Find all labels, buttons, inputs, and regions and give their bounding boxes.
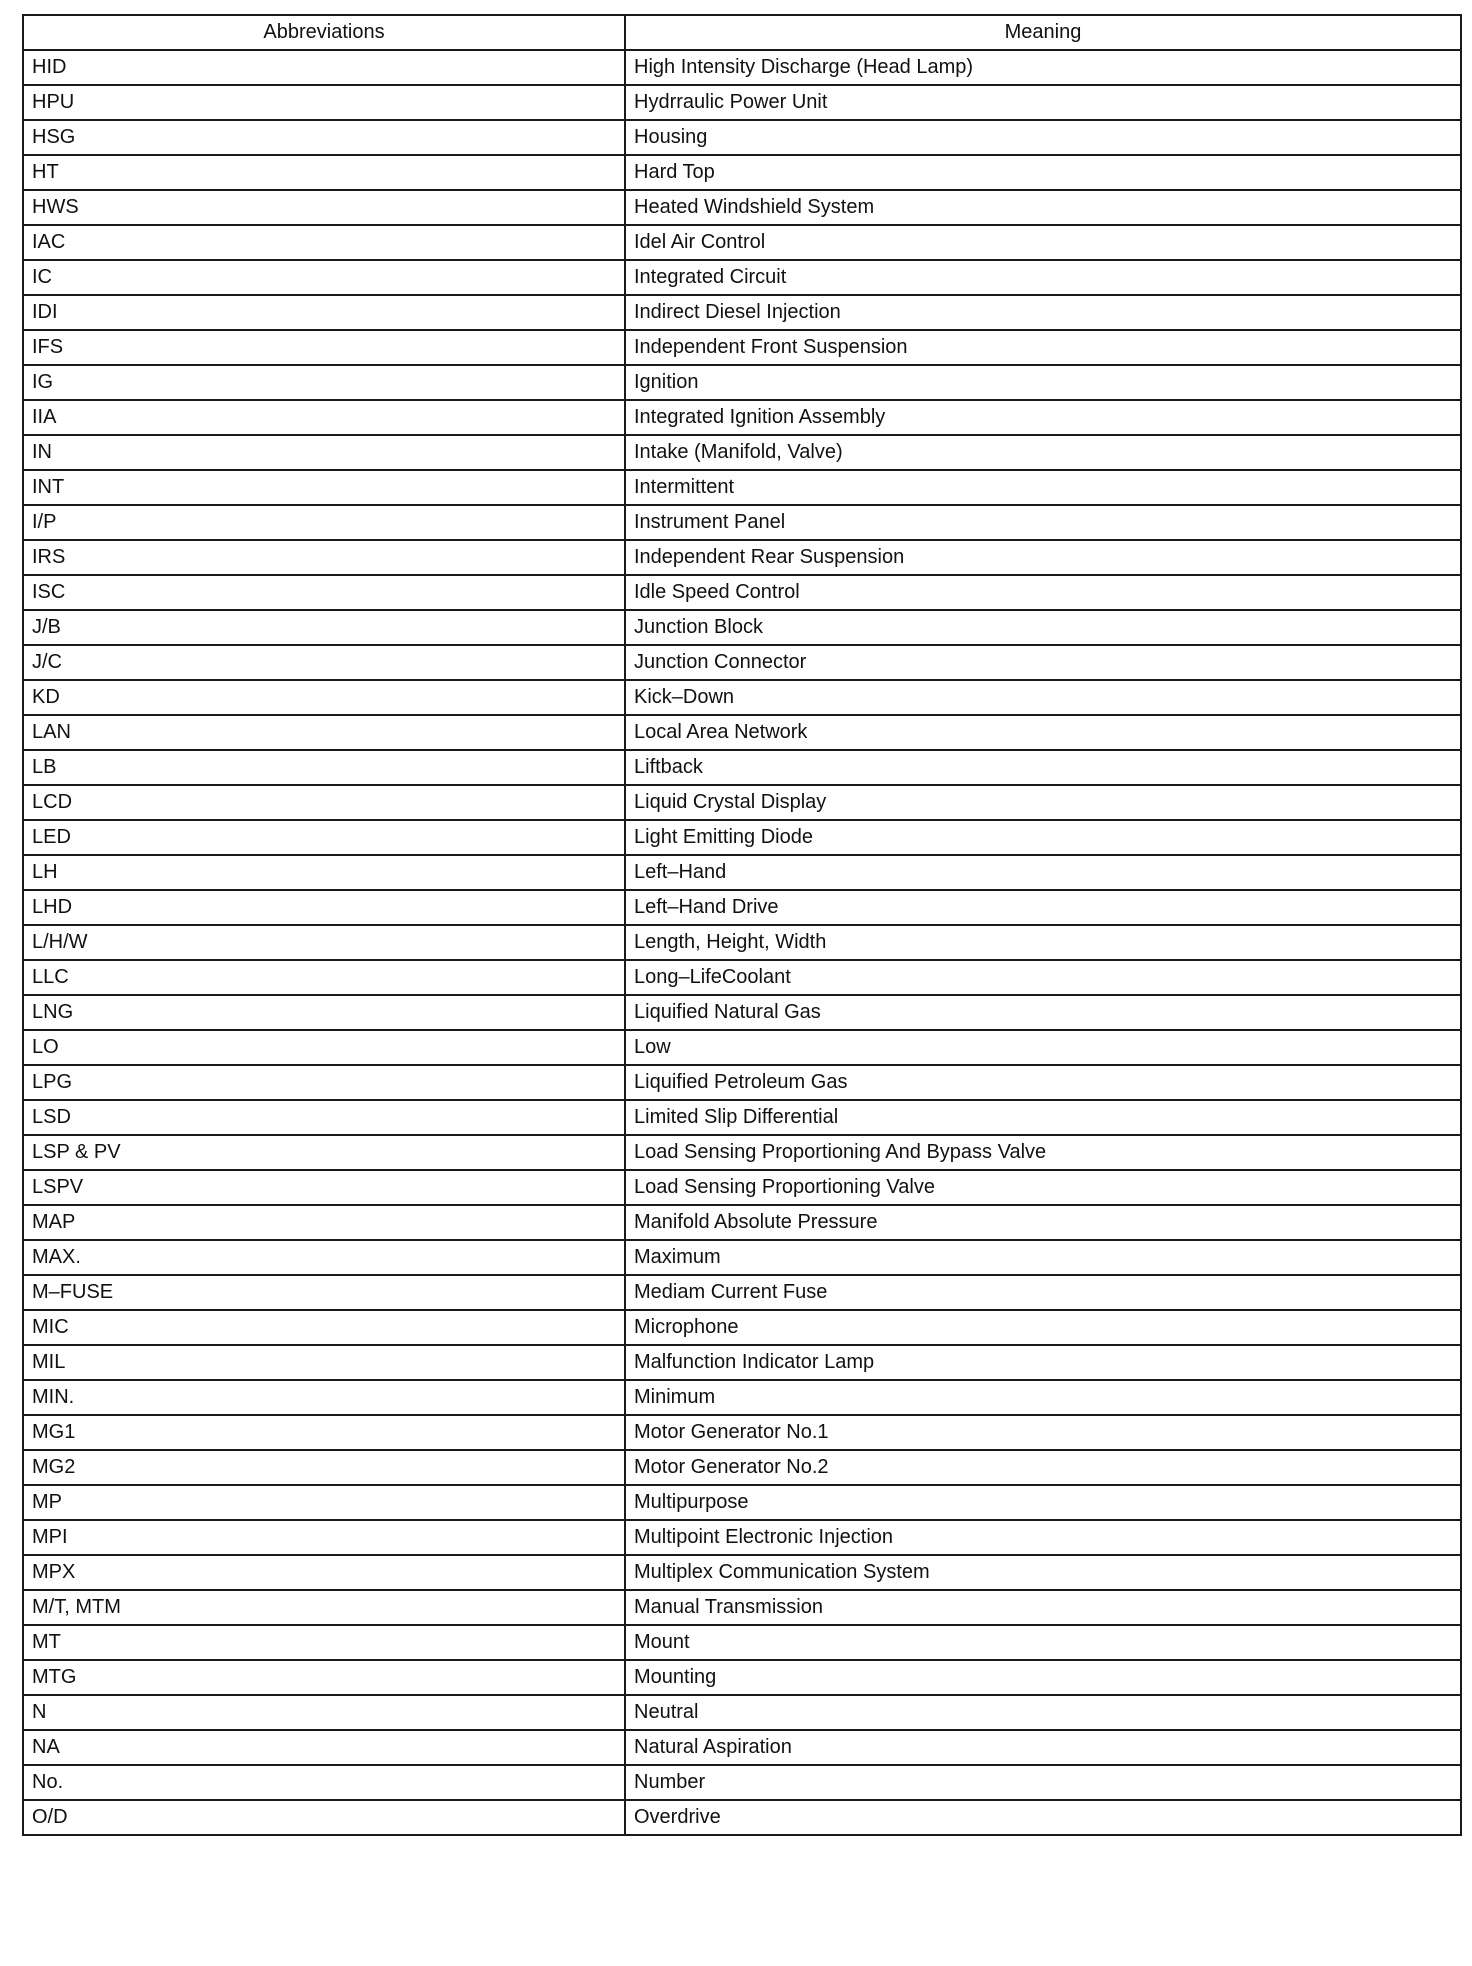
meaning-cell: Junction Block (625, 610, 1461, 645)
meaning-cell: Length, Height, Width (625, 925, 1461, 960)
abbreviation-cell: IAC (23, 225, 625, 260)
meaning-cell: Instrument Panel (625, 505, 1461, 540)
meaning-cell: Junction Connector (625, 645, 1461, 680)
table-row (23, 330, 1461, 365)
meaning-cell: Housing (625, 120, 1461, 155)
abbreviation-cell: IC (23, 260, 625, 295)
table-row (23, 400, 1461, 435)
table-row (23, 960, 1461, 995)
header-abbreviations: Abbreviations (23, 15, 625, 50)
abbreviation-cell: MTG (23, 1660, 625, 1695)
meaning-cell: High Intensity Discharge (Head Lamp) (625, 50, 1461, 85)
abbreviation-cell: MG2 (23, 1450, 625, 1485)
table-row (23, 1555, 1461, 1590)
abbreviation-cell: LB (23, 750, 625, 785)
abbreviation-cell: MT (23, 1625, 625, 1660)
table-row (23, 855, 1461, 890)
abbreviation-cell: HID (23, 50, 625, 85)
meaning-cell: Motor Generator No.2 (625, 1450, 1461, 1485)
meaning-cell: Liquid Crystal Display (625, 785, 1461, 820)
abbreviation-cell: INT (23, 470, 625, 505)
meaning-cell: Liftback (625, 750, 1461, 785)
table-row (23, 1520, 1461, 1555)
abbreviation-cell: N (23, 1695, 625, 1730)
abbreviation-cell: LHD (23, 890, 625, 925)
table-row (23, 1800, 1461, 1835)
table-row (23, 610, 1461, 645)
meaning-cell: Malfunction Indicator Lamp (625, 1345, 1461, 1380)
abbreviation-cell: LED (23, 820, 625, 855)
abbreviation-cell: LLC (23, 960, 625, 995)
meaning-cell: Natural Aspiration (625, 1730, 1461, 1765)
table-row (23, 1170, 1461, 1205)
meaning-cell: Light Emitting Diode (625, 820, 1461, 855)
meaning-cell: Independent Front Suspension (625, 330, 1461, 365)
table-row (23, 1205, 1461, 1240)
meaning-cell: Low (625, 1030, 1461, 1065)
table-row (23, 1730, 1461, 1765)
abbreviation-cell: HT (23, 155, 625, 190)
table-row (23, 1310, 1461, 1345)
table-row (23, 1345, 1461, 1380)
abbreviation-cell: IIA (23, 400, 625, 435)
abbreviation-cell: LPG (23, 1065, 625, 1100)
meaning-cell: Integrated Ignition Assembly (625, 400, 1461, 435)
table-row (23, 680, 1461, 715)
meaning-cell: Long–LifeCoolant (625, 960, 1461, 995)
table-row (23, 1030, 1461, 1065)
abbreviation-cell: I/P (23, 505, 625, 540)
abbreviation-cell: LCD (23, 785, 625, 820)
meaning-cell: Mediam Current Fuse (625, 1275, 1461, 1310)
meaning-cell: Multipoint Electronic Injection (625, 1520, 1461, 1555)
abbreviation-cell: MIL (23, 1345, 625, 1380)
table-row (23, 470, 1461, 505)
table-row (23, 1380, 1461, 1415)
abbreviation-cell: IRS (23, 540, 625, 575)
table-row (23, 1135, 1461, 1170)
meaning-cell: Manual Transmission (625, 1590, 1461, 1625)
table-row (23, 365, 1461, 400)
header-meaning: Meaning (625, 15, 1461, 50)
table-row (23, 225, 1461, 260)
table-row (23, 85, 1461, 120)
table-row (23, 295, 1461, 330)
abbreviation-cell: IFS (23, 330, 625, 365)
abbreviation-cell: LNG (23, 995, 625, 1030)
abbreviation-cell: M–FUSE (23, 1275, 625, 1310)
table-row (23, 1240, 1461, 1275)
table-row (23, 155, 1461, 190)
abbreviation-cell: NA (23, 1730, 625, 1765)
abbreviation-cell: MAP (23, 1205, 625, 1240)
meaning-cell: Heated Windshield System (625, 190, 1461, 225)
table-row (23, 1450, 1461, 1485)
meaning-cell: Number (625, 1765, 1461, 1800)
meaning-cell: Integrated Circuit (625, 260, 1461, 295)
abbreviation-cell: ISC (23, 575, 625, 610)
table-row (23, 1765, 1461, 1800)
table-header-row (23, 15, 1461, 50)
table-row (23, 575, 1461, 610)
table-row (23, 1415, 1461, 1450)
table-row (23, 750, 1461, 785)
table-row (23, 995, 1461, 1030)
abbreviation-cell: No. (23, 1765, 625, 1800)
meaning-cell: Hydrraulic Power Unit (625, 85, 1461, 120)
abbreviations-table (22, 14, 1462, 1836)
abbreviation-cell: HWS (23, 190, 625, 225)
table-row (23, 1695, 1461, 1730)
abbreviation-cell: IG (23, 365, 625, 400)
table-row (23, 820, 1461, 855)
abbreviation-cell: IDI (23, 295, 625, 330)
table-row (23, 505, 1461, 540)
meaning-cell: Indirect Diesel Injection (625, 295, 1461, 330)
abbreviation-cell: IN (23, 435, 625, 470)
abbreviation-cell: LSD (23, 1100, 625, 1135)
meaning-cell: Liquified Petroleum Gas (625, 1065, 1461, 1100)
abbreviation-cell: MIC (23, 1310, 625, 1345)
table-row (23, 540, 1461, 575)
abbreviation-cell: MP (23, 1485, 625, 1520)
table-row (23, 1275, 1461, 1310)
meaning-cell: Intermittent (625, 470, 1461, 505)
meaning-cell: Limited Slip Differential (625, 1100, 1461, 1135)
table-row (23, 435, 1461, 470)
table-row (23, 1625, 1461, 1660)
abbreviation-cell: MAX. (23, 1240, 625, 1275)
meaning-cell: Kick–Down (625, 680, 1461, 715)
meaning-cell: Idel Air Control (625, 225, 1461, 260)
table-row (23, 190, 1461, 225)
meaning-cell: Mounting (625, 1660, 1461, 1695)
meaning-cell: Load Sensing Proportioning And Bypass Valve (625, 1135, 1461, 1170)
table-row (23, 1065, 1461, 1100)
meaning-cell: Local Area Network (625, 715, 1461, 750)
abbreviation-cell: MIN. (23, 1380, 625, 1415)
table-row (23, 1485, 1461, 1520)
meaning-cell: Neutral (625, 1695, 1461, 1730)
meaning-cell: Mount (625, 1625, 1461, 1660)
meaning-cell: Multipurpose (625, 1485, 1461, 1520)
meaning-cell: Idle Speed Control (625, 575, 1461, 610)
table-row (23, 785, 1461, 820)
meaning-cell: Maximum (625, 1240, 1461, 1275)
meaning-cell: Motor Generator No.1 (625, 1415, 1461, 1450)
abbreviation-cell: L/H/W (23, 925, 625, 960)
meaning-cell: Intake (Manifold, Valve) (625, 435, 1461, 470)
table-row (23, 1100, 1461, 1135)
table-row (23, 925, 1461, 960)
abbreviation-cell: LAN (23, 715, 625, 750)
abbreviation-cell: MG1 (23, 1415, 625, 1450)
table-body (23, 50, 1461, 1835)
abbreviation-cell: HSG (23, 120, 625, 155)
table-row (23, 1590, 1461, 1625)
abbreviation-cell: J/C (23, 645, 625, 680)
table-row (23, 715, 1461, 750)
abbreviation-cell: J/B (23, 610, 625, 645)
meaning-cell: Liquified Natural Gas (625, 995, 1461, 1030)
meaning-cell: Minimum (625, 1380, 1461, 1415)
meaning-cell: Independent Rear Suspension (625, 540, 1461, 575)
meaning-cell: Overdrive (625, 1800, 1461, 1835)
abbreviation-cell: LSPV (23, 1170, 625, 1205)
meaning-cell: Left–Hand Drive (625, 890, 1461, 925)
table-row (23, 645, 1461, 680)
meaning-cell: Load Sensing Proportioning Valve (625, 1170, 1461, 1205)
abbreviation-cell: M/T, MTM (23, 1590, 625, 1625)
meaning-cell: Manifold Absolute Pressure (625, 1205, 1461, 1240)
meaning-cell: Microphone (625, 1310, 1461, 1345)
table-row (23, 50, 1461, 85)
meaning-cell: Hard Top (625, 155, 1461, 190)
abbreviation-cell: LO (23, 1030, 625, 1065)
abbreviation-cell: LSP & PV (23, 1135, 625, 1170)
meaning-cell: Left–Hand (625, 855, 1461, 890)
table-row (23, 890, 1461, 925)
abbreviation-cell: KD (23, 680, 625, 715)
abbreviation-cell: LH (23, 855, 625, 890)
abbreviation-cell: MPI (23, 1520, 625, 1555)
table-row (23, 1660, 1461, 1695)
abbreviation-cell: HPU (23, 85, 625, 120)
table-row (23, 260, 1461, 295)
meaning-cell: Multiplex Communication System (625, 1555, 1461, 1590)
abbreviation-cell: O/D (23, 1800, 625, 1835)
abbreviation-cell: MPX (23, 1555, 625, 1590)
meaning-cell: Ignition (625, 365, 1461, 400)
table-row (23, 120, 1461, 155)
